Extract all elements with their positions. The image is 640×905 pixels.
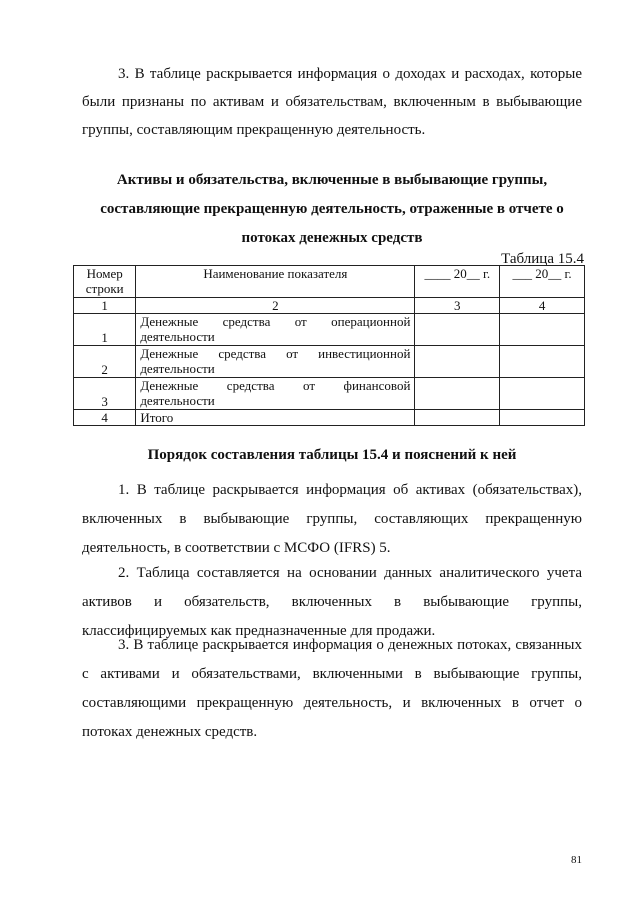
header-indicator-name: Наименование показателя xyxy=(136,266,415,298)
row-value-year-1 xyxy=(415,378,500,410)
data-table xyxy=(73,265,585,426)
row-indicator-name: Денежные средства от инвестиционной деятельности xyxy=(140,346,411,376)
row-value-year-1 xyxy=(415,346,500,378)
numbering-cell: 4 xyxy=(500,298,585,314)
header-row-number: Номер строки xyxy=(74,266,136,298)
intro-paragraph: 3. В таблице раскрывается информация о доходах и расходах, которые были признаны по активам и обязательствам, включенным в выбывающие группы, составляющим прекращенную деятельность. xyxy=(82,66,582,138)
table-title-line-2: составляющие прекращенную деятельность, отраженные в отчете о xyxy=(100,201,564,217)
table-row xyxy=(74,314,585,346)
table-title-line-3: потоках денежных средств xyxy=(241,230,423,246)
row-value-year-2 xyxy=(500,346,585,378)
header-year-2: ___ 20__ г. xyxy=(500,266,585,298)
table-title-line-1: Активы и обязательства, включенные в выбывающие группы, xyxy=(116,172,548,188)
row-indicator-name: Итого xyxy=(136,410,415,426)
numbering-cell: 2 xyxy=(136,298,415,314)
row-number: 2 xyxy=(74,346,136,378)
row-number: 4 xyxy=(74,410,136,426)
table-numbering-row xyxy=(74,298,585,314)
row-indicator-name: Денежные средства от финансовой деятельности xyxy=(140,378,411,408)
row-value-year-2 xyxy=(500,314,585,346)
row-indicator-name: Денежные средства от операционной деятельности xyxy=(140,314,411,344)
row-number: 3 xyxy=(74,378,136,410)
explanation-paragraph-2: 2. Таблица составляется на основании данных аналитического учета активов и обязательств, включенных в выбывающие группы, классифицируемых как предназначенные для продажи. xyxy=(82,565,582,639)
explanation-paragraph-1: 1. В таблице раскрывается информация об активах (обязательствах), включенных в выбывающие группы, составляющих прекращенную деятельность, в соответствии с МСФО (IFRS) 5. xyxy=(82,482,582,556)
row-value-year-2 xyxy=(500,378,585,410)
table-row xyxy=(74,346,585,378)
table-header-row xyxy=(74,266,585,298)
page-number: 81 xyxy=(571,854,582,866)
row-number: 1 xyxy=(74,314,136,346)
explanation-paragraph-3: 3. В таблице раскрывается информация о денежных потоках, связанных с активами и обязательствами, включенными в выбывающие группы, составляющими прекращенную деятельность, и включенных в отчет о потоках денежных средств. xyxy=(82,637,582,740)
header-year-1: ____ 20__ г. xyxy=(415,266,500,298)
section-title: Порядок составления таблицы 15.4 и пояснений к ней xyxy=(147,447,517,463)
table-row xyxy=(74,378,585,410)
table-row-total xyxy=(74,410,585,426)
row-value-year-2 xyxy=(500,410,585,426)
row-value-year-1 xyxy=(415,410,500,426)
numbering-cell: 3 xyxy=(415,298,500,314)
table-label: Таблица 15.4 xyxy=(501,251,584,267)
row-value-year-1 xyxy=(415,314,500,346)
numbering-cell: 1 xyxy=(74,298,136,314)
